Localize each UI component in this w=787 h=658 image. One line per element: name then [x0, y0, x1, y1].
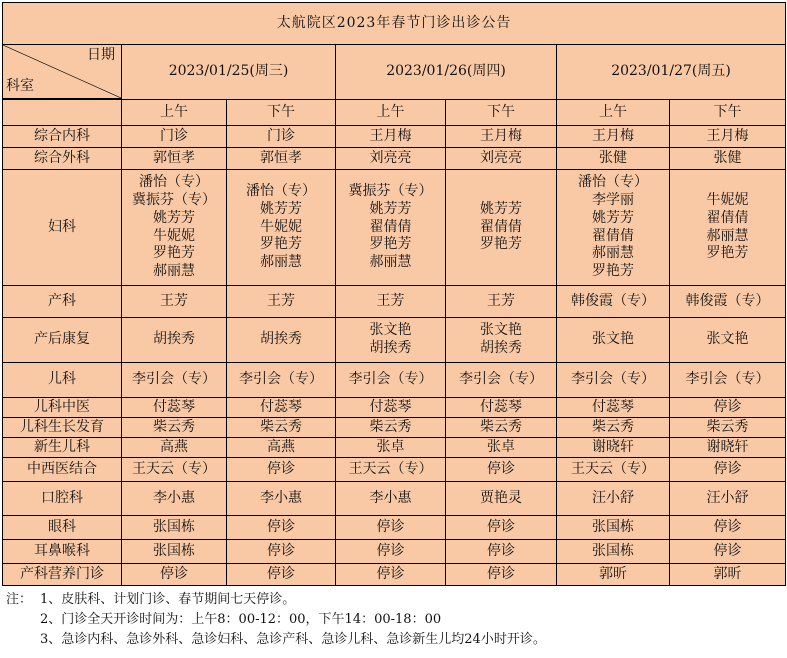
schedule-cell: [336, 126, 446, 148]
schedule-cell: [557, 438, 670, 458]
doctor-entry: 王月梅: [369, 127, 412, 144]
doctor-entry: 柴云秀: [369, 418, 412, 435]
date-header-0: 2023/01/25(周三): [122, 45, 336, 100]
dept-name: 儿科: [3, 363, 122, 398]
doctor-entry: 王天云（专）: [348, 460, 433, 477]
dept-name: 中西医结合: [3, 458, 122, 482]
doctor-entry: 张文艳: [592, 331, 634, 348]
doctor-entry: 停诊: [376, 565, 405, 582]
schedule-cell: [446, 398, 557, 418]
dept-name: 眼科: [3, 516, 122, 540]
schedule-table: [2, 2, 786, 586]
doctor-entry: 郭恒孝: [153, 149, 195, 166]
schedule-cell: [122, 438, 227, 458]
doctor-entry: 谢晓轩: [706, 438, 749, 455]
doctor-entry: 门诊: [160, 127, 188, 144]
schedule-cell: [227, 286, 336, 318]
doctor-entry: 付蕊琴: [260, 398, 302, 415]
schedule-cell: [336, 516, 446, 540]
doctor-entry: 李学丽: [592, 191, 634, 208]
schedule-cell: [122, 286, 227, 318]
schedule-cell: [446, 363, 557, 398]
schedule-cell: [670, 482, 786, 516]
schedule-cell: [227, 170, 336, 286]
doctor-entry: 刘亮亮: [480, 149, 522, 166]
doctor-entry: 停诊: [713, 542, 742, 559]
date-header-2: 2023/01/27(周五): [557, 45, 786, 100]
schedule-cell: [227, 564, 336, 586]
schedule-cell: [446, 516, 557, 540]
schedule-cell: [557, 286, 670, 318]
doctor-entry: 罗艳芳: [369, 236, 412, 253]
doctor-entry: 罗艳芳: [480, 236, 522, 253]
doctor-entry: 张文艳: [369, 322, 412, 339]
schedule-row: [3, 170, 786, 286]
doctor-entry: 柴云秀: [592, 418, 634, 435]
doctor-entry: 冀振芬（专）: [348, 182, 433, 199]
schedule-cell: [446, 540, 557, 564]
dept-name: 口腔科: [3, 482, 122, 516]
doctor-entry: 付蕊琴: [480, 398, 522, 415]
doctor-entry: 潘怡（专）: [578, 173, 648, 190]
period-header: 下午: [227, 100, 336, 126]
doctor-entry: 郝丽慧: [592, 245, 634, 262]
schedule-cell: [122, 363, 227, 398]
doctor-entry: 谢晓轩: [592, 438, 634, 455]
schedule-cell: [446, 438, 557, 458]
doctor-entry: 停诊: [267, 518, 295, 535]
doctor-entry: 张健: [713, 149, 742, 166]
schedule-cell: [670, 540, 786, 564]
schedule-cell: [446, 318, 557, 363]
schedule-cell: [122, 170, 227, 286]
schedule-cell: [122, 458, 227, 482]
doctor-entry: 停诊: [267, 542, 295, 559]
schedule-cell: [122, 398, 227, 418]
schedule-cell: [670, 148, 786, 170]
doctor-entry: 潘怡（专）: [139, 173, 209, 190]
doctor-entry: 门诊: [267, 127, 295, 144]
doctor-entry: 付蕊琴: [369, 398, 412, 415]
schedule-cell: [227, 482, 336, 516]
doctor-entry: 停诊: [713, 398, 742, 415]
doctor-entry: 刘亮亮: [369, 149, 412, 166]
doctor-entry: 郝丽慧: [260, 254, 302, 271]
doctor-entry: 柴云秀: [706, 418, 749, 435]
doctor-entry: 张国栋: [153, 542, 195, 559]
dept-label: 科室: [6, 78, 34, 95]
doctor-entry: 停诊: [713, 518, 742, 535]
doctor-entry: 郭昕: [599, 565, 627, 582]
doctor-entry: 翟倩倩: [480, 218, 522, 235]
schedule-cell: [336, 363, 446, 398]
schedule-cell: [336, 318, 446, 363]
doctor-entry: 张卓: [487, 438, 515, 455]
doctor-entry: 潘怡（专）: [246, 182, 316, 199]
note-line: [6, 610, 781, 630]
doctor-entry: 柴云秀: [480, 418, 522, 435]
doctor-entry: 张健: [599, 149, 627, 166]
schedule-cell: [336, 438, 446, 458]
schedule-cell: [670, 170, 786, 286]
doctor-entry: 停诊: [267, 460, 295, 477]
doctor-entry: 王月梅: [480, 127, 522, 144]
period-header: 下午: [670, 100, 786, 126]
schedule-cell: [336, 148, 446, 170]
schedule-cell: [670, 564, 786, 586]
doctor-entry: 冀振芬（专）: [132, 191, 216, 208]
doctor-entry: 停诊: [160, 565, 188, 582]
schedule-row: [3, 286, 786, 318]
notice-title: 太航院区2023年春节门诊出诊公告: [3, 3, 786, 45]
schedule-cell: [557, 170, 670, 286]
schedule-cell: [122, 564, 227, 586]
schedule-cell: [557, 398, 670, 418]
schedule-cell: [670, 418, 786, 438]
note-line: [6, 590, 781, 610]
schedule-cell: [446, 482, 557, 516]
doctor-entry: 张卓: [376, 438, 405, 455]
doctor-entry: 张国栋: [592, 542, 634, 559]
dept-name: 新生儿科: [3, 438, 122, 458]
schedule-cell: [557, 458, 670, 482]
dept-name: 产科: [3, 286, 122, 318]
doctor-entry: 王芳: [267, 292, 295, 309]
period-header: 下午: [446, 100, 557, 126]
schedule-cell: [336, 482, 446, 516]
schedule-row: [3, 438, 786, 458]
schedule-cell: [557, 516, 670, 540]
schedule-cell: [670, 398, 786, 418]
doctor-entry: 郭昕: [713, 565, 742, 582]
schedule-cell: [670, 126, 786, 148]
doctor-entry: 罗艳芳: [153, 245, 195, 262]
doctor-entry: 胡挨秀: [260, 331, 302, 348]
doctor-entry: 翟倩倩: [706, 209, 749, 226]
schedule-cell: [122, 148, 227, 170]
schedule-row: [3, 418, 786, 438]
doctor-entry: 停诊: [487, 518, 515, 535]
schedule-cell: [227, 398, 336, 418]
doctor-entry: 牛妮妮: [706, 191, 749, 208]
schedule-cell: [557, 318, 670, 363]
schedule-cell: [227, 540, 336, 564]
period-header: 上午: [557, 100, 670, 126]
doctor-entry: 李小惠: [369, 489, 412, 506]
period-header: 上午: [122, 100, 227, 126]
doctor-entry: 姚芳芳: [369, 200, 412, 217]
doctor-entry: 姚芳芳: [592, 209, 634, 226]
doctor-entry: 汪小舒: [706, 489, 749, 506]
doctor-entry: 姚芳芳: [153, 209, 195, 226]
doctor-entry: 汪小舒: [592, 489, 634, 506]
doctor-entry: 张国栋: [153, 518, 195, 535]
blank-header-cell: [3, 100, 122, 126]
schedule-cell: [446, 148, 557, 170]
schedule-cell: [557, 126, 670, 148]
schedule-cell: [670, 458, 786, 482]
schedule-cell: [446, 126, 557, 148]
doctor-entry: 郭恒孝: [260, 149, 302, 166]
schedule-cell: [227, 126, 336, 148]
doctor-entry: 王芳: [160, 292, 188, 309]
doctor-entry: 郝丽慧: [153, 263, 195, 280]
doctor-entry: 付蕊琴: [592, 398, 634, 415]
doctor-entry: 郝丽慧: [369, 254, 412, 271]
schedule-cell: [446, 418, 557, 438]
doctor-entry: 停诊: [713, 460, 742, 477]
dept-name: 儿科中医: [3, 398, 122, 418]
doctor-entry: 韩俊霞（专）: [685, 292, 770, 309]
schedule-cell: [670, 516, 786, 540]
schedule-cell: [336, 286, 446, 318]
dept-name: 儿科生长发育: [3, 418, 122, 438]
doctor-entry: 停诊: [267, 565, 295, 582]
schedule-cell: [122, 126, 227, 148]
doctor-entry: 李引会（专）: [571, 371, 655, 388]
doctor-entry: 王芳: [376, 292, 405, 309]
schedule-cell: [227, 363, 336, 398]
schedule-cell: [122, 540, 227, 564]
doctor-entry: 李引会（专）: [239, 371, 323, 388]
notes-label: 注：: [6, 592, 33, 607]
doctor-entry: 李小惠: [153, 489, 195, 506]
dept-name: 耳鼻喉科: [3, 540, 122, 564]
doctor-entry: 王天云（专）: [132, 460, 216, 477]
schedule-cell: [446, 170, 557, 286]
doctor-entry: 张文艳: [480, 322, 522, 339]
dept-name: 综合内科: [3, 126, 122, 148]
doctor-entry: 翟倩倩: [592, 227, 634, 244]
schedule-cell: [557, 482, 670, 516]
schedule-row: [3, 516, 786, 540]
dept-name: 妇科: [3, 170, 122, 286]
schedule-cell: [227, 318, 336, 363]
schedule-cell: [336, 540, 446, 564]
schedule-cell: [557, 148, 670, 170]
doctor-entry: 张国栋: [592, 518, 634, 535]
doctor-entry: 胡挨秀: [153, 331, 195, 348]
doctor-entry: 李引会（专）: [132, 371, 216, 388]
schedule-cell: [227, 458, 336, 482]
dept-name: 综合外科: [3, 148, 122, 170]
schedule-cell: [670, 438, 786, 458]
schedule-row: [3, 126, 786, 148]
schedule-cell: [670, 286, 786, 318]
date-label: 日期: [87, 47, 115, 63]
doctor-entry: 罗艳芳: [592, 263, 634, 280]
doctor-entry: 停诊: [487, 460, 515, 477]
schedule-cell: [227, 148, 336, 170]
schedule-cell: [336, 170, 446, 286]
note-line: [6, 630, 781, 650]
doctor-entry: 高燕: [267, 438, 295, 455]
doctor-entry: 胡挨秀: [480, 340, 522, 356]
schedule-row: [3, 148, 786, 170]
doctor-entry: 停诊: [487, 542, 515, 559]
doctor-entry: 胡挨秀: [369, 340, 412, 356]
doctor-entry: 付蕊琴: [153, 398, 195, 415]
schedule-row: [3, 458, 786, 482]
doctor-entry: 停诊: [487, 565, 515, 582]
schedule-cell: [557, 363, 670, 398]
schedule-cell: [122, 318, 227, 363]
dept-name: 产后康复: [3, 318, 122, 363]
schedule-cell: [557, 564, 670, 586]
doctor-entry: 柴云秀: [260, 418, 302, 435]
schedule-cell: [122, 516, 227, 540]
schedule-cell: [227, 516, 336, 540]
schedule-row: [3, 398, 786, 418]
doctor-entry: 王月梅: [592, 127, 634, 144]
schedule-row: [3, 482, 786, 516]
schedule-cell: [336, 398, 446, 418]
dept-name: 产科营养门诊: [3, 564, 122, 586]
doctor-entry: 停诊: [376, 518, 405, 535]
notes-section: [6, 590, 781, 650]
doctor-entry: 罗艳芳: [260, 236, 302, 253]
doctor-entry: 牛妮妮: [260, 218, 302, 235]
schedule-cell: [557, 540, 670, 564]
doctor-entry: 王月梅: [706, 127, 749, 144]
schedule-cell: [336, 418, 446, 438]
doctor-entry: 牛妮妮: [153, 227, 195, 244]
doctor-entry: 罗艳芳: [706, 245, 749, 262]
corner-header: [3, 45, 122, 99]
note-item: 3、急诊内科、急诊外科、急诊妇科、急诊产科、急诊儿科、急诊新生儿均24小时开诊。: [40, 632, 546, 647]
doctor-entry: 李引会（专）: [459, 371, 543, 388]
doctor-entry: 停诊: [376, 542, 405, 559]
note-item: 1、皮肤科、计划门诊、春节期间七天停诊。: [40, 592, 296, 607]
doctor-entry: 姚芳芳: [480, 200, 522, 217]
schedule-cell: [557, 418, 670, 438]
doctor-entry: 贾艳灵: [480, 489, 522, 506]
schedule-row: [3, 363, 786, 398]
schedule-cell: [670, 318, 786, 363]
schedule-cell: [670, 363, 786, 398]
schedule-cell: [446, 286, 557, 318]
doctor-entry: 李引会（专）: [348, 371, 433, 388]
doctor-entry: 李引会（专）: [685, 371, 770, 388]
schedule-cell: [227, 418, 336, 438]
doctor-entry: 李小惠: [260, 489, 302, 506]
doctor-entry: 王芳: [487, 292, 515, 309]
schedule-cell: [446, 458, 557, 482]
doctor-entry: 王天云（专）: [571, 460, 655, 477]
doctor-entry: 高燕: [160, 438, 188, 455]
schedule-row: [3, 318, 786, 363]
note-item: 2、门诊全天开诊时间为：上午8：00-12：00，下午14：00-18：00: [40, 612, 442, 627]
date-header-1: 2023/01/26(周四): [336, 45, 557, 100]
schedule-cell: [336, 458, 446, 482]
schedule-cell: [227, 438, 336, 458]
schedule-cell: [122, 482, 227, 516]
doctor-entry: 柴云秀: [153, 418, 195, 435]
doctor-entry: 韩俊霞（专）: [571, 292, 655, 309]
period-header: 上午: [336, 100, 446, 126]
schedule-cell: [336, 564, 446, 586]
schedule-cell: [446, 564, 557, 586]
schedule-row: [3, 564, 786, 586]
doctor-entry: 翟倩倩: [369, 218, 412, 235]
doctor-entry: 张文艳: [706, 331, 749, 348]
schedule-row: [3, 540, 786, 564]
doctor-entry: 郝丽慧: [706, 227, 749, 244]
doctor-entry: 姚芳芳: [260, 200, 302, 217]
schedule-cell: [122, 418, 227, 438]
